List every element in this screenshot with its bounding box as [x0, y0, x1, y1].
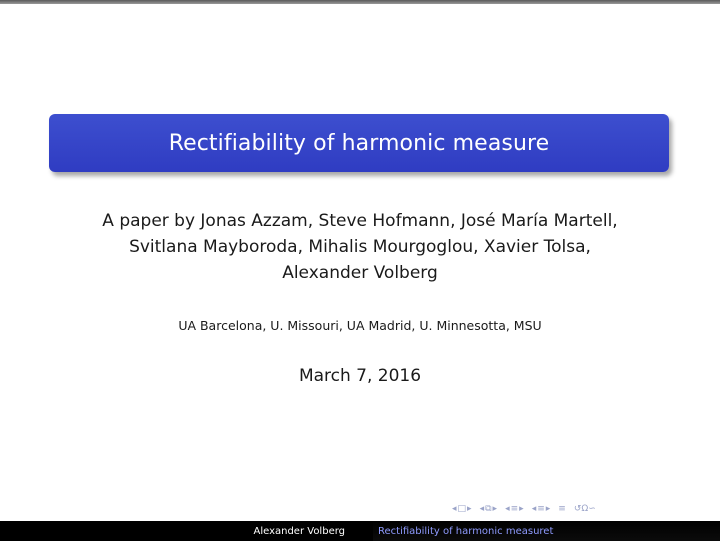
author-list [20, 208, 700, 286]
nav-appendix-prev-icon[interactable]: ◂ [531, 504, 537, 514]
nav-search-icon[interactable]: ↺Ω∽ [573, 504, 596, 514]
nav-appendix-icon[interactable]: ≡ [537, 504, 545, 514]
nav-section-prev-icon[interactable]: ◂ [505, 504, 510, 514]
nav-frame-icon[interactable]: □ [457, 504, 467, 514]
top-rule [0, 0, 720, 4]
footer-title-box [373, 521, 720, 541]
author-line-3: Alexander Volberg [282, 263, 438, 283]
navigation-bar [452, 500, 602, 518]
nav-section-icon[interactable]: ≡ [510, 504, 519, 514]
affiliations: UA Barcelona, U. Missouri, UA Madrid, U. Minnesotta, MSU [178, 318, 542, 333]
nav-appendix-next-icon[interactable]: ▸ [545, 504, 551, 514]
nav-subsection-next-icon[interactable]: ▸ [492, 504, 498, 514]
nav-subsection-prev-icon[interactable]: ◂ [479, 504, 485, 514]
footer-bar [0, 521, 720, 541]
author-line-1: A paper by Jonas Azzam, Steve Hofmann, José María Martell, [102, 211, 618, 231]
footer-author: Alexander Volberg [253, 525, 345, 537]
title-box [49, 114, 669, 172]
slide-title: Rectifiability of harmonic measure [168, 130, 550, 156]
presentation-date: March 7, 2016 [298, 366, 422, 386]
nav-section-next-icon[interactable]: ▸ [519, 504, 524, 514]
nav-frame-prev-icon[interactable]: ◂ [452, 504, 457, 514]
nav-document-icon[interactable]: ≡ [558, 504, 566, 514]
nav-subsection-icon[interactable]: ⧉ [485, 504, 492, 514]
footer-author-box [0, 521, 373, 541]
footer-title: Rectifiability of harmonic measuret [378, 525, 554, 537]
author-line-2: Svitlana Mayboroda, Mihalis Mourgoglou, Xavier Tolsa, [129, 237, 591, 257]
nav-frame-next-icon[interactable]: ▸ [467, 504, 472, 514]
